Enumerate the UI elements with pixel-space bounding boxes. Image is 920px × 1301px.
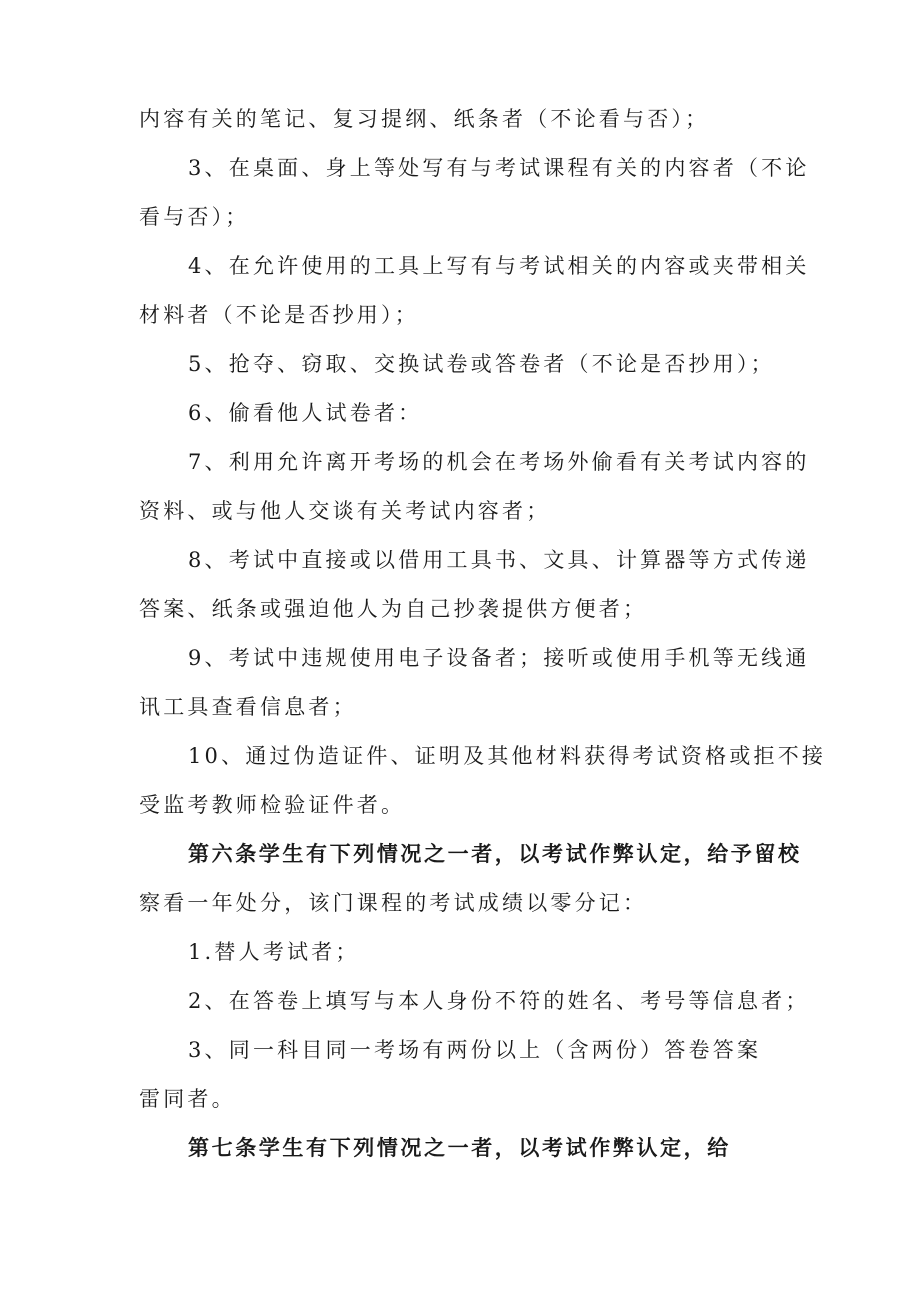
text-line-12: 9、考试中违规使用电子设备者；接听或使用手机等无线通 xyxy=(188,646,810,670)
text-line-13: 讯工具查看信息者； xyxy=(139,695,357,719)
text-line-1: 内容有关的笔记、复习提纲、纸条者（不论看与否）； xyxy=(139,107,710,131)
text-line-6: 5、抢夺、窃取、交换试卷或答卷者（不论是否抄用）； xyxy=(188,352,775,376)
text-line-19: 2、在答卷上填写与本人身份不符的姓名、考号等信息者； xyxy=(188,989,810,1013)
text-line-16: 第六条学生有下列情况之一者，以考试作弊认定，给予留校 xyxy=(188,841,802,866)
text-line-5: 材料者（不论是否抄用）； xyxy=(139,303,419,327)
text-line-10: 8、考试中直接或以借用工具书、文具、计算器等方式传递 xyxy=(188,548,810,572)
text-line-17: 察看一年处分，该门课程的考试成绩以零分记： xyxy=(139,891,648,915)
text-line-8: 7、利用允许离开考场的机会在考场外偷看有关考试内容的 xyxy=(188,450,810,474)
text-line-22: 第七条学生有下列情况之一者，以考试作弊认定，给 xyxy=(188,1135,731,1160)
text-line-18: 1.替人考试者； xyxy=(188,940,360,964)
text-line-7: 6、偷看他人试卷者： xyxy=(188,401,423,425)
text-line-3: 看与否）； xyxy=(139,205,250,229)
text-line-9: 资料、或与他人交谈有关考试内容者； xyxy=(139,499,551,523)
text-line-11: 答案、纸条或强迫他人为自己抄袭提供方便者； xyxy=(139,597,648,621)
text-line-4: 4、在允许使用的工具上写有与考试相关的内容或夹带相关 xyxy=(188,254,810,278)
text-line-15: 受监考教师检验证件者。 xyxy=(139,793,406,817)
text-line-21: 雷同者。 xyxy=(139,1087,236,1111)
text-line-20: 3、同一科目同一考场有两份以上（含两份）答卷答案 xyxy=(188,1038,762,1062)
text-line-2: 3、在桌面、身上等处写有与考试课程有关的内容者（不论 xyxy=(188,156,810,180)
text-line-14: 10、通过伪造证件、证明及其他材料获得考试资格或拒不接 xyxy=(188,744,827,768)
